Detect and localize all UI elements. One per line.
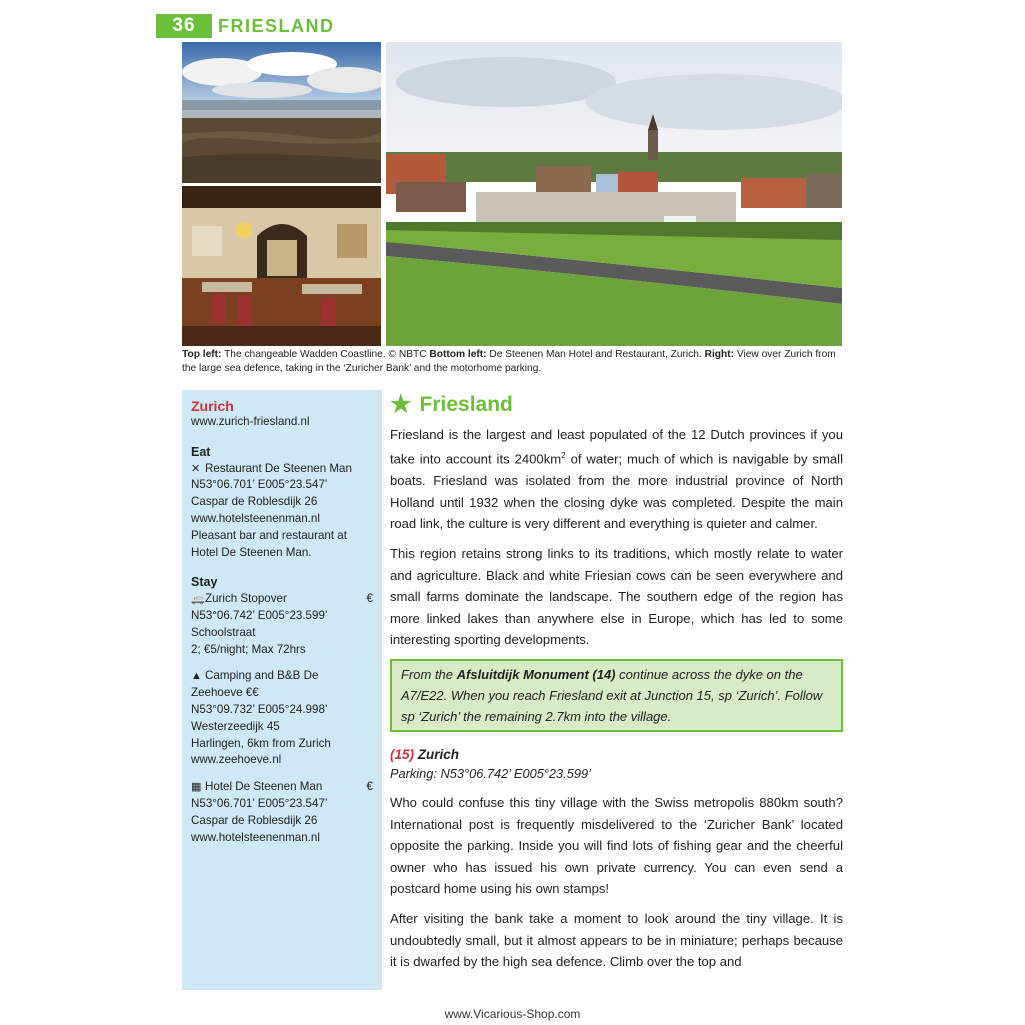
hotel-line: N53°06.701’ E005°23.547’ (191, 796, 328, 810)
route-text-b: continue across the dyke on the A7/E22. When you reach Friesland exit at Junction 15, sp ‘Zurich’. Follow sp ‘Zurich’ the remaining 2.7km into the village. (401, 667, 823, 725)
star-icon: ★ (390, 391, 412, 418)
superscript: 2 (561, 451, 566, 461)
motorhome-icon: 🚐 (191, 593, 205, 606)
route-text-a: From the (401, 667, 457, 683)
camping-url[interactable]: www.zeehoeve.nl (191, 753, 282, 767)
poi-parking: Parking: N53°06.742’ E005°23.599’ (390, 766, 591, 782)
eat-line: N53°06.701’ E005°23.547’ (191, 478, 328, 492)
hotel-price: € (366, 780, 373, 794)
caption-right-text: View over Zurich from the large sea defence, taking in the ‘Zuricher Bank’ and the motorhome parking. (182, 349, 836, 374)
tent-icon: ▲ (191, 670, 202, 683)
wadden-coast-photo (182, 42, 381, 183)
main-article (390, 390, 843, 982)
paragraph-1 (390, 424, 843, 534)
poi-number: (15) (390, 747, 415, 763)
caption-top-left-label: Top left: (182, 349, 222, 360)
camping-name: Camping and B&B De (205, 669, 319, 683)
route-directions-box (390, 659, 843, 732)
eat-line: Restaurant De Steenen Man (205, 461, 352, 475)
eat-line: Hotel De Steenen Man. (191, 545, 312, 559)
hotel-url[interactable]: www.hotelsteenenman.nl (191, 830, 320, 844)
poi-title (390, 746, 843, 764)
sidebar-eat-heading: Eat (191, 444, 211, 459)
sidebar-stay-heading: Stay (191, 575, 218, 590)
page-header (156, 14, 335, 38)
caption-top-left-text: The changeable Wadden Coastline. © NBTC (221, 349, 430, 360)
paragraph-1-text-b: of water; much of which is navigable by small boats. Friesland was isolated from the more industrial province of North Holland until 1932 when the closing dyke was completed. Despite the main road link, the culture is very different and everything is quieter and calmer. (390, 451, 843, 531)
poi-name: Zurich (414, 747, 460, 763)
article-title (390, 390, 843, 420)
cutlery-icon: ✕ (191, 462, 201, 475)
hotel-name: Hotel De Steenen Man (205, 780, 323, 794)
photo-caption (182, 348, 847, 376)
stopover-title-row (191, 591, 373, 608)
eat-url[interactable]: www.hotelsteenenman.nl (191, 511, 320, 525)
camping-entry (191, 668, 373, 769)
paragraph-4: After visiting the bank take a moment to look around the tiny village. It is undoubtedly small, but it almost appears to be in miniature; perhaps because it is dwarfed by the high sea defence. Climb over the top and (390, 911, 843, 970)
region-title: FRIESLAND (218, 15, 335, 36)
hotel-entry (191, 779, 373, 846)
caption-right-label: Right: (704, 349, 735, 360)
stopover-name: Zurich Stopover (205, 592, 287, 606)
eat-line: Pleasant bar and restaurant at (191, 528, 347, 542)
stopover-price: € (366, 592, 373, 606)
hotel-line: Caspar de Roblesdijk 26 (191, 813, 318, 827)
caption-bottom-left-text: De Steenen Man Hotel and Restaurant, Zurich. (486, 349, 705, 360)
camping-line: Westerzeedijk 45 (191, 719, 280, 733)
hotel-icon: ▦ (191, 781, 202, 794)
eat-restaurant-name (191, 461, 373, 478)
paragraph-1-text-a: Friesland is the largest and least populated of the 12 Dutch provinces if you take into account its 2400km (390, 427, 843, 467)
paragraph-3: Who could confuse this tiny village with the Swiss metropolis 880km south? International post is frequently misdelivered to the ‘Zuricher Bank’ located opposite the parking. Inside you will find lots of fishing gear and the cheerful owner who has issued his own private currency. You can even send a postcard home using his own stamps! (390, 795, 843, 897)
route-monument-name: Afsluitdijk Monument (14) (456, 667, 616, 683)
caption-bottom-left-label: Bottom left: (429, 349, 487, 360)
zurich-village-view-photo (386, 42, 842, 346)
info-sidebar (182, 390, 382, 990)
stopover-line: 2; €5/night; Max 72hrs (191, 642, 306, 656)
sidebar-town-url[interactable]: www.zurich-friesland.nl (191, 415, 310, 428)
stopover-line: Schoolstraat (191, 625, 256, 639)
paragraph-2: This region retains strong links to its traditions, which mostly relate to water and agriculture. Black and white Friesian cows can be seen everywhere and small farms dominate the landscape. The southern edge of the region has more linked lakes than anywhere else in Europe, which has led to some interesting sporting developments. (390, 546, 843, 648)
camping-line: Zeehoeve €€ (191, 686, 259, 700)
footer-url[interactable]: www.Vicarious-Shop.com (444, 1007, 581, 1021)
eat-line: Caspar de Roblesdijk 26 (191, 495, 318, 509)
stopover-line: N53°06.742’ E005°23.599’ (191, 608, 328, 622)
camping-line: N53°09.732’ E005°24.998’ (191, 702, 328, 716)
page-number: 36 (156, 14, 212, 38)
sidebar-town: Zurich (191, 398, 234, 414)
restaurant-interior-photo (182, 186, 381, 346)
article-title-text: Friesland (419, 393, 513, 416)
camping-line: Harlingen, 6km from Zurich (191, 736, 331, 750)
